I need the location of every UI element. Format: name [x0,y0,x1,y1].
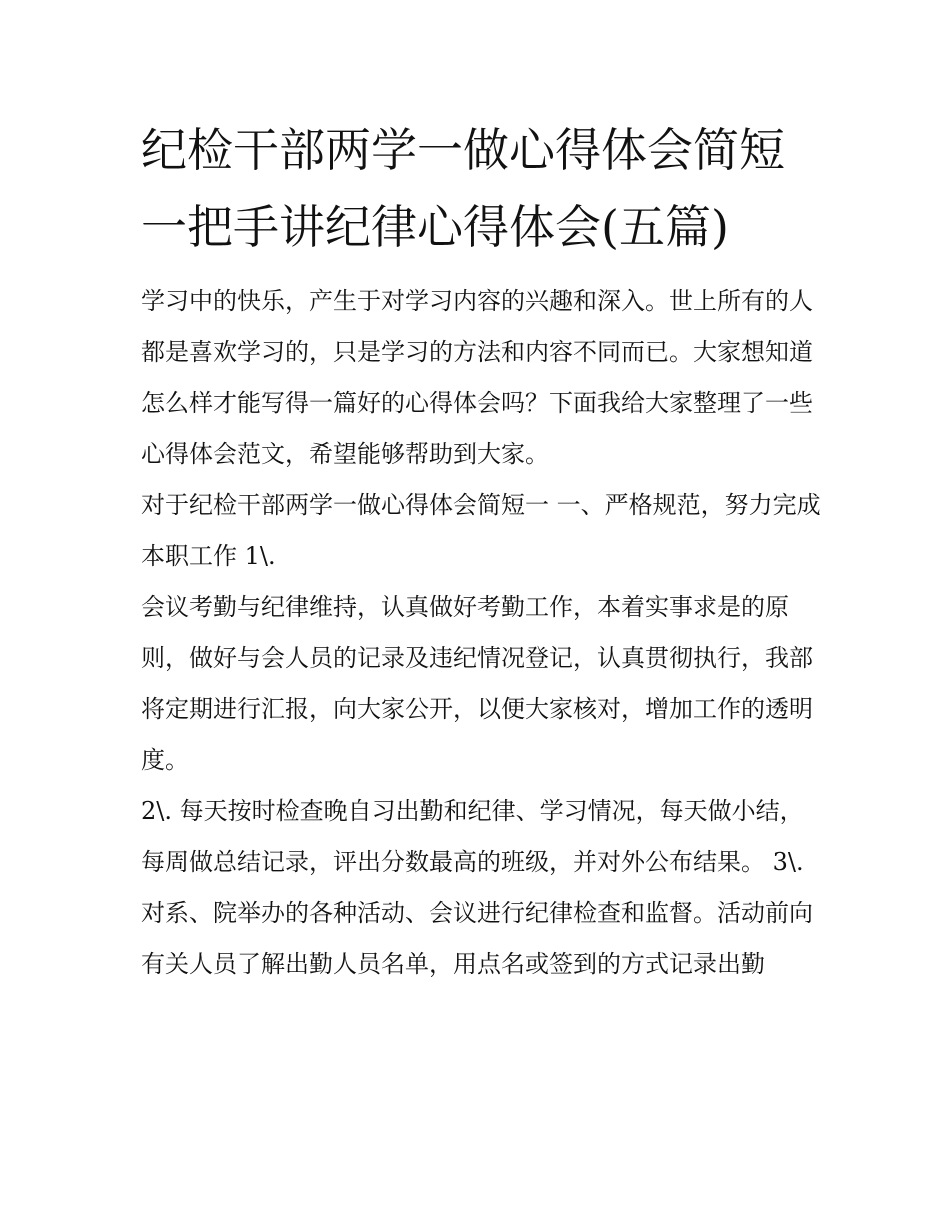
paragraph-evening-study-check: 2\. 每天按时检查晚自习出勤和纪律、学习情况，每天做小结，每周做总结记录，评出分数最高的班级，并对外公布结果。 3\. [141,797,804,876]
paragraph-attendance: 会议考勤与纪律维持，认真做好考勤工作，本着实事求是的原则，做好与会人员的记录及违纪情况登记，认真贯彻执行，我部将定期进行汇报，向大家公开，以便大家核对，增加工作的透明度。 [141,593,813,774]
paragraph-intro: 学习中的快乐，产生于对学习内容的兴趣和深入。世上所有的人都是喜欢学习的，只是学习的方法和内容不同而已。大家想知道怎么样才能写得一篇好的心得体会吗？下面我给大家整理了一些心得体会范文，希望能够帮助到大家。 [141,287,813,468]
paragraph-activity-supervision: 对系、院举办的各种活动、会议进行纪律检查和监督。活动前向有关人员了解出勤人员名单，用点名或签到的方式记录出勤 [141,899,813,978]
paragraph-section-1-heading: 对于纪检干部两学一做心得体会简短一 一、严格规范，努力完成本职工作 1\. [141,491,821,570]
document-body [141,112,821,990]
document-title: 纪检干部两学一做心得体会简短 一把手讲纪律心得体会(五篇) [141,123,785,254]
